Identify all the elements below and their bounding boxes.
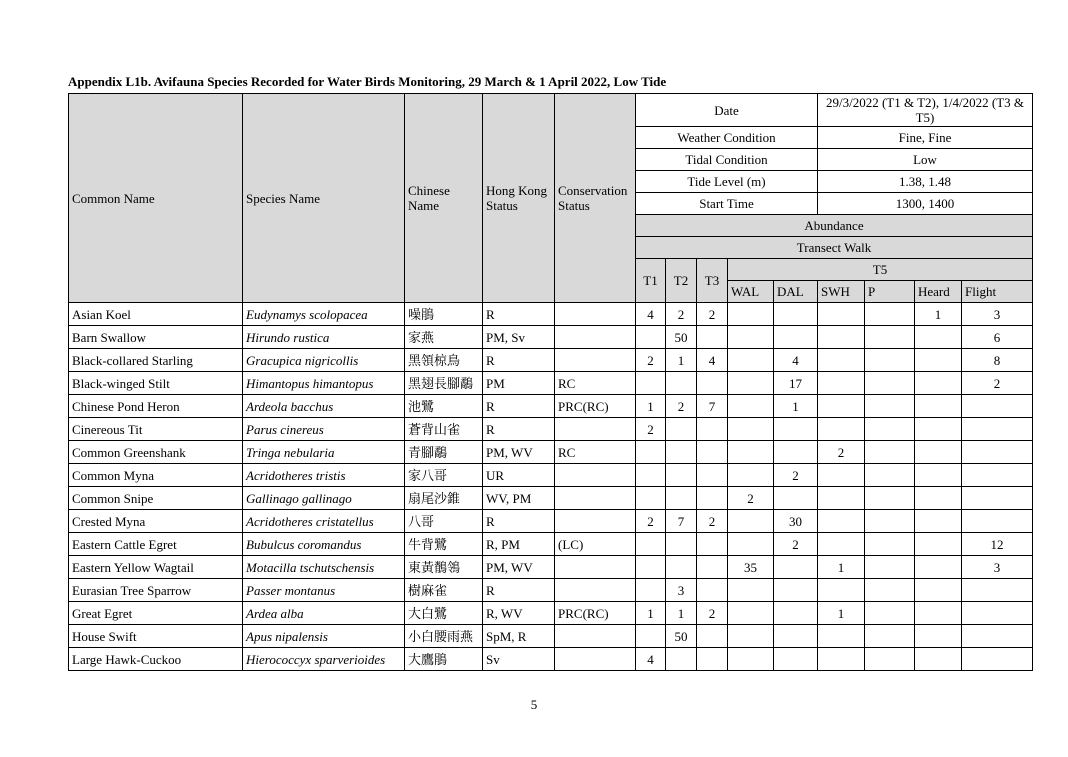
weather-label: Weather Condition [636,127,818,149]
common-name-cell: Common Snipe [69,487,243,510]
start-time-value: 1300, 1400 [818,193,1033,215]
common-name-cell: Asian Koel [69,303,243,326]
hk-status-cell: R [483,579,555,602]
conservation-status-cell [555,303,636,326]
flight-cell [962,579,1033,602]
heard-header: Heard [915,281,962,303]
transect-walk-header: Transect Walk [636,237,1033,259]
table-header [69,94,1033,303]
tide-level-label: Tide Level (m) [636,171,818,193]
heard-cell [915,349,962,372]
t2-cell [666,556,697,579]
conservation-status-cell [555,556,636,579]
avifauna-table [68,93,1033,671]
conservation-status-cell: (LC) [555,533,636,556]
wal-cell [728,510,774,533]
t2-cell: 2 [666,395,697,418]
p-cell [865,395,915,418]
t3-cell: 2 [697,303,728,326]
t1-cell [636,441,666,464]
t1-cell [636,556,666,579]
species-name-cell: Gracupica nigricollis [243,349,405,372]
heard-cell [915,418,962,441]
flight-cell [962,510,1033,533]
t1-header: T1 [636,259,666,303]
t3-cell [697,326,728,349]
flight-cell: 2 [962,372,1033,395]
t2-cell: 7 [666,510,697,533]
dal-cell [774,326,818,349]
t3-cell [697,533,728,556]
table-row [69,556,1033,579]
flight-cell [962,395,1033,418]
hk-status-cell: PM, WV [483,556,555,579]
table-row [69,395,1033,418]
heard-cell: 1 [915,303,962,326]
dal-cell: 1 [774,395,818,418]
swh-cell [818,395,865,418]
t1-cell: 1 [636,602,666,625]
species-name-cell: Motacilla tschutschensis [243,556,405,579]
common-name-header: Common Name [69,94,243,303]
t3-cell [697,625,728,648]
common-name-cell: Crested Myna [69,510,243,533]
dal-cell [774,625,818,648]
conservation-status-cell [555,349,636,372]
swh-cell [818,418,865,441]
wal-cell: 35 [728,556,774,579]
swh-cell [818,372,865,395]
hk-status-cell: PM [483,372,555,395]
abundance-header: Abundance [636,215,1033,237]
table-body [69,303,1033,671]
common-name-cell: Black-winged Stilt [69,372,243,395]
species-name-cell: Ardea alba [243,602,405,625]
chinese-name-cell: 扇尾沙錐 [405,487,483,510]
t3-cell [697,418,728,441]
t3-cell [697,556,728,579]
common-name-cell: Great Egret [69,602,243,625]
swh-cell [818,625,865,648]
wal-cell [728,625,774,648]
hk-status-cell: UR [483,464,555,487]
chinese-name-cell: 大鷹鵑 [405,648,483,671]
t2-cell [666,418,697,441]
wal-cell [728,648,774,671]
common-name-cell: House Swift [69,625,243,648]
page-title: Appendix L1b. Avifauna Species Recorded for Water Birds Monitoring, 29 March & 1 April 2022, Low Tide [68,74,667,89]
wal-cell [728,372,774,395]
dal-cell [774,602,818,625]
flight-cell: 12 [962,533,1033,556]
common-name-cell: Chinese Pond Heron [69,395,243,418]
conservation-status-cell [555,648,636,671]
swh-cell [818,326,865,349]
page-number: 5 [530,697,538,712]
p-cell [865,372,915,395]
swh-cell: 1 [818,602,865,625]
p-cell [865,579,915,602]
swh-cell: 1 [818,556,865,579]
chinese-name-cell: 蒼背山雀 [405,418,483,441]
hk-status-cell: PM, Sv [483,326,555,349]
hk-status-cell: R, PM [483,533,555,556]
p-cell [865,533,915,556]
common-name-cell: Common Myna [69,464,243,487]
swh-cell [818,487,865,510]
heard-cell [915,395,962,418]
common-name-cell: Eastern Cattle Egret [69,533,243,556]
heard-cell [915,487,962,510]
chinese-name-cell: 家八哥 [405,464,483,487]
conservation-status-cell [555,579,636,602]
conservation-status-cell [555,487,636,510]
table-row [69,326,1033,349]
dal-cell: 2 [774,533,818,556]
table-row [69,372,1033,395]
chinese-name-cell: 八哥 [405,510,483,533]
swh-cell [818,464,865,487]
heard-cell [915,556,962,579]
wal-header: WAL [728,281,774,303]
t3-cell [697,372,728,395]
t3-cell: 2 [697,602,728,625]
t1-cell: 2 [636,418,666,441]
t2-cell [666,372,697,395]
common-name-cell: Common Greenshank [69,441,243,464]
t2-cell [666,533,697,556]
wal-cell: 2 [728,487,774,510]
p-cell [865,556,915,579]
flight-cell: 3 [962,556,1033,579]
wal-cell [728,395,774,418]
conservation-status-cell: RC [555,372,636,395]
conservation-status-cell: PRC(RC) [555,395,636,418]
flight-cell [962,625,1033,648]
t1-cell: 1 [636,395,666,418]
swh-cell [818,349,865,372]
flight-cell: 6 [962,326,1033,349]
t2-header: T2 [666,259,697,303]
t3-cell: 4 [697,349,728,372]
t2-cell: 2 [666,303,697,326]
species-name-cell: Hirundo rustica [243,326,405,349]
species-name-cell: Acridotheres tristis [243,464,405,487]
t3-cell: 7 [697,395,728,418]
t1-cell [636,464,666,487]
chinese-name-cell: 樹麻雀 [405,579,483,602]
common-name-cell: Eurasian Tree Sparrow [69,579,243,602]
swh-cell [818,648,865,671]
wal-cell [728,326,774,349]
tidal-value: Low [818,149,1033,171]
t2-cell: 50 [666,326,697,349]
t1-cell [636,579,666,602]
conservation-status-cell: RC [555,441,636,464]
flight-cell [962,487,1033,510]
chinese-name-cell: 噪鵑 [405,303,483,326]
conservation-status-cell [555,464,636,487]
chinese-name-cell: 池鷺 [405,395,483,418]
hk-status-cell: WV, PM [483,487,555,510]
hk-status-cell: R [483,395,555,418]
chinese-name-header: Chinese Name [405,94,483,303]
heard-cell [915,464,962,487]
wal-cell [728,464,774,487]
heard-cell [915,510,962,533]
species-name-cell: Tringa nebularia [243,441,405,464]
t1-cell: 4 [636,648,666,671]
species-name-cell: Gallinago gallinago [243,487,405,510]
table-row [69,303,1033,326]
species-name-cell: Acridotheres cristatellus [243,510,405,533]
wal-cell [728,602,774,625]
common-name-cell: Black-collared Starling [69,349,243,372]
species-name-cell: Bubulcus coromandus [243,533,405,556]
table-row [69,464,1033,487]
heard-cell [915,648,962,671]
t3-cell [697,579,728,602]
table-row [69,533,1033,556]
heard-cell [915,579,962,602]
date-value: 29/3/2022 (T1 & T2), 1/4/2022 (T3 & T5) [818,94,1033,127]
wal-cell [728,303,774,326]
table-row [69,418,1033,441]
dal-cell [774,441,818,464]
hk-status-header: Hong Kong Status [483,94,555,303]
common-name-cell: Barn Swallow [69,326,243,349]
p-cell [865,602,915,625]
flight-cell: 8 [962,349,1033,372]
t2-cell [666,464,697,487]
dal-cell [774,303,818,326]
table-row [69,579,1033,602]
t3-header: T3 [697,259,728,303]
species-name-cell: Parus cinereus [243,418,405,441]
wal-cell [728,441,774,464]
wal-cell [728,349,774,372]
dal-cell [774,556,818,579]
table-row [69,510,1033,533]
flight-header: Flight [962,281,1033,303]
start-time-label: Start Time [636,193,818,215]
heard-cell [915,625,962,648]
table-row [69,648,1033,671]
t3-cell [697,487,728,510]
chinese-name-cell: 牛背鷺 [405,533,483,556]
flight-cell [962,441,1033,464]
chinese-name-cell: 黑翅長腳鷸 [405,372,483,395]
t2-cell [666,487,697,510]
wal-cell [728,418,774,441]
t1-cell [636,487,666,510]
t3-cell [697,464,728,487]
conservation-status-cell: PRC(RC) [555,602,636,625]
swh-cell [818,303,865,326]
hk-status-cell: Sv [483,648,555,671]
species-name-cell: Passer montanus [243,579,405,602]
heard-cell [915,326,962,349]
t1-cell [636,372,666,395]
t2-cell: 50 [666,625,697,648]
p-cell [865,418,915,441]
chinese-name-cell: 家燕 [405,326,483,349]
common-name-cell: Cinereous Tit [69,418,243,441]
species-name-cell: Eudynamys scolopacea [243,303,405,326]
chinese-name-cell: 東黃鶺鴒 [405,556,483,579]
t3-cell [697,648,728,671]
p-cell [865,464,915,487]
dal-cell: 17 [774,372,818,395]
t2-cell: 3 [666,579,697,602]
hk-status-cell: R, WV [483,602,555,625]
table-row [69,441,1033,464]
p-header: P [865,281,915,303]
swh-cell [818,510,865,533]
species-name-cell: Apus nipalensis [243,625,405,648]
common-name-cell: Eastern Yellow Wagtail [69,556,243,579]
hk-status-cell: R [483,349,555,372]
conservation-status-cell [555,418,636,441]
t1-cell: 2 [636,510,666,533]
flight-cell [962,418,1033,441]
heard-cell [915,533,962,556]
flight-cell: 3 [962,303,1033,326]
swh-header: SWH [818,281,865,303]
heard-cell [915,372,962,395]
conservation-status-cell [555,326,636,349]
chinese-name-cell: 青腳鷸 [405,441,483,464]
tidal-label: Tidal Condition [636,149,818,171]
t1-cell: 4 [636,303,666,326]
table-row [69,487,1033,510]
dal-cell [774,579,818,602]
t2-cell [666,648,697,671]
p-cell [865,648,915,671]
t1-cell [636,533,666,556]
dal-cell: 2 [774,464,818,487]
date-label: Date [636,94,818,127]
t2-cell: 1 [666,602,697,625]
hk-status-cell: R [483,418,555,441]
heard-cell [915,441,962,464]
conservation-status-cell [555,625,636,648]
t1-cell [636,625,666,648]
chinese-name-cell: 小白腰雨燕 [405,625,483,648]
hk-status-cell: PM, WV [483,441,555,464]
dal-cell [774,487,818,510]
dal-cell: 4 [774,349,818,372]
p-cell [865,487,915,510]
p-cell [865,303,915,326]
swh-cell [818,533,865,556]
t1-cell [636,326,666,349]
dal-cell: 30 [774,510,818,533]
tide-level-value: 1.38, 1.48 [818,171,1033,193]
flight-cell [962,464,1033,487]
conservation-status-header: Conservation Status [555,94,636,303]
chinese-name-cell: 黑領椋鳥 [405,349,483,372]
p-cell [865,625,915,648]
table-row [69,602,1033,625]
table-row [69,625,1033,648]
wal-cell [728,533,774,556]
t3-cell [697,441,728,464]
flight-cell [962,648,1033,671]
flight-cell [962,602,1033,625]
hk-status-cell: R [483,303,555,326]
chinese-name-cell: 大白鷺 [405,602,483,625]
p-cell [865,441,915,464]
species-name-cell: Hierococcyx sparverioides [243,648,405,671]
p-cell [865,326,915,349]
table-row [69,349,1033,372]
hk-status-cell: SpM, R [483,625,555,648]
dal-header: DAL [774,281,818,303]
t5-header: T5 [728,259,1033,281]
common-name-cell: Large Hawk-Cuckoo [69,648,243,671]
t3-cell: 2 [697,510,728,533]
t1-cell: 2 [636,349,666,372]
heard-cell [915,602,962,625]
species-name-cell: Himantopus himantopus [243,372,405,395]
dal-cell [774,648,818,671]
dal-cell [774,418,818,441]
swh-cell [818,579,865,602]
wal-cell [728,579,774,602]
conservation-status-cell [555,510,636,533]
species-name-cell: Ardeola bacchus [243,395,405,418]
t2-cell [666,441,697,464]
swh-cell: 2 [818,441,865,464]
p-cell [865,349,915,372]
p-cell [865,510,915,533]
species-name-header: Species Name [243,94,405,303]
hk-status-cell: R [483,510,555,533]
weather-value: Fine, Fine [818,127,1033,149]
t2-cell: 1 [666,349,697,372]
